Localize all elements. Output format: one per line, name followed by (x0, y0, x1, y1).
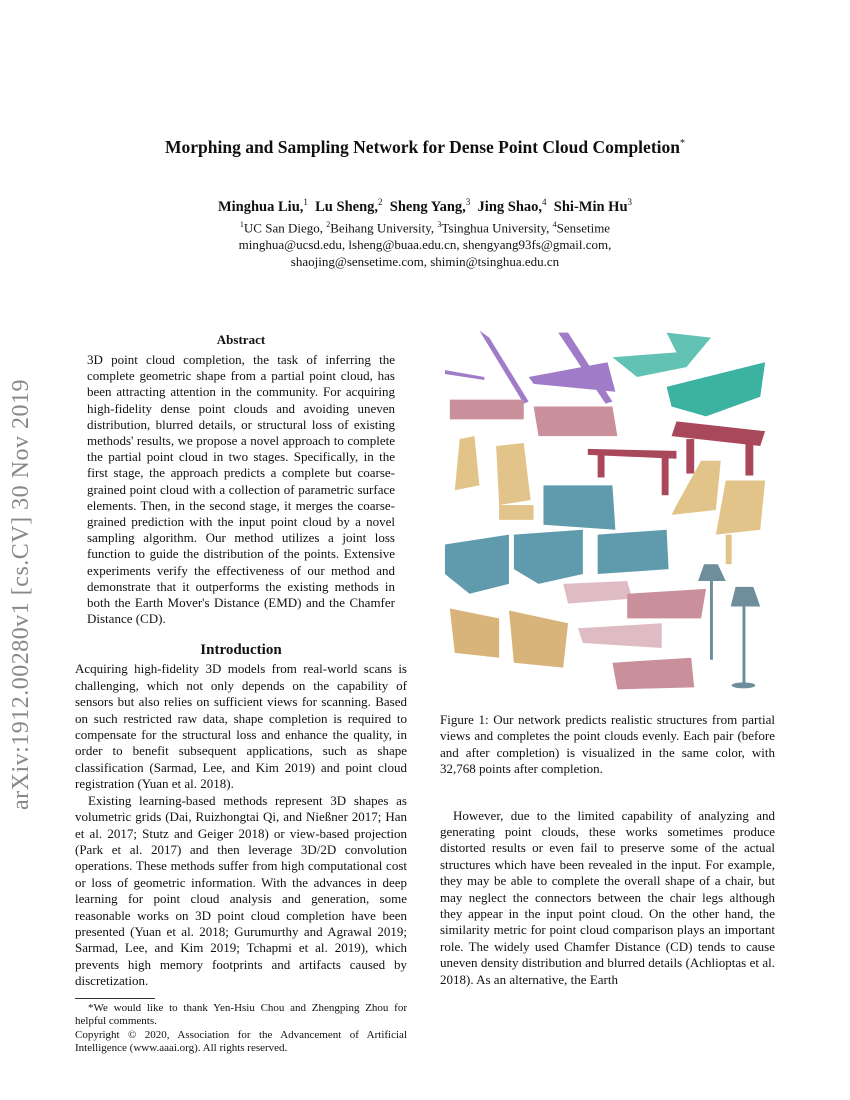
abstract-text: 3D point cloud completion, the task of inferring the complete geometric shape from a partial point cloud, has been attracting attention in the community. For acquiring high-fidelity dense point clouds and avoiding uneven distribution, blurred details, or structural loss of existing methods' results, we propose a novel approach to complete the partial point cloud in two stages. Specifically, in the first stage, the approach predicts a complete but coarse-grained point cloud with a collection of parametric surface elements. Then, in the second stage, it merges the coarse-grained prediction with the input point cloud by a novel sampling algorithm. Our method utilizes a joint loss function to guide the distribution of the points. Extensive experiments verify the effectiveness of our method and demonstrate that it outperforms the existing methods in both the Earth Mover's Distance (EMD) and the Chamfer Distance (CD). (87, 351, 395, 627)
figure-1-caption: Figure 1: Our network predicts realistic structures from partial views and completes the point clouds evenly. Each pair (before and after completion) is visualized in the same color, with 32,768 points after completion. (440, 711, 775, 777)
abstract-heading: Abstract (216, 331, 266, 347)
emails-line-2: shaojing@sensetime.com, shimin@tsinghua.edu.cn (290, 253, 560, 269)
footnote-rule (75, 998, 155, 999)
airplane-partial (445, 331, 529, 404)
boat-complete (667, 362, 766, 416)
affiliations: $^1$UC San Diego, $^2$Beihang University, $^3$Tsinghua University, $^4$Sensetime (239, 219, 611, 235)
paper-title (0, 133, 850, 158)
title-footnote-mark: * (680, 138, 685, 149)
footnote-acknowledgment: *We would like to thank Yen-Hsiu Chou and Zhengping Zhou for helpful comments. (75, 1001, 407, 1028)
footnote-copyright: Copyright © 2020, Association for the Advancement of Artificial Intelligence (www.aaai.org). All rights reserved. (75, 1028, 407, 1055)
left-column (75, 332, 407, 1056)
author: Jing Shao,$^4$ (477, 196, 547, 215)
lamp-pair (698, 564, 760, 688)
author: Sheng Yang,$^3$ (389, 196, 471, 215)
author: Shi-Min Hu$^3$ (553, 196, 633, 215)
paper-header (0, 0, 850, 270)
author: Minghua Liu,$^1$ (217, 196, 308, 215)
arxiv-stamp: arXiv:1912.00280v1 [cs.CV] 30 Nov 2019 (8, 379, 34, 810)
chair-pair-2 (672, 461, 766, 564)
right-column-paragraph: However, due to the limited capability of analyzing and generating point clouds, these works sometimes produce distorted results or even fail to preserve some of the actual structures which have been revealed in the input. For example, they may be able to complete the overall shape of a chair, but may neglect the connectors between the chair legs although they appear in the input point cloud. On the other hand, the similarity metric for point cloud comparison plays an important role. The widely used Chamfer Distance (CD) tends to cause uneven density distribution and blurred details (Achlioptas et al. 2018). As an alternative, the Earth (440, 807, 775, 987)
chair-pair-1 (455, 436, 534, 520)
introduction-heading: Introduction (200, 642, 282, 659)
two-column-body (0, 332, 850, 1056)
car-complete (534, 407, 618, 437)
emails-line-1: minghua@ucsd.edu, lsheng@buaa.edu.cn, shengyang93fs@gmail.com, (238, 236, 612, 252)
boat-partial (612, 333, 711, 377)
title-text: Morphing and Sampling Network for Dense Point Cloud Completion (164, 136, 680, 157)
author-list (0, 194, 850, 216)
intro-paragraph-2: Existing learning-based methods represent 3D shapes as volumetric grids (Dai, Ruizhongtai Qi, and Nießner 2017; Han et al. 2017; Stutz and Geiger 2018) or view-based projection (Park et al. 2017) and then leverage 3D/2D convolution operations. These methods suffer from high computational cost or loss of geometric information. With the advances in deep learning for point cloud analysis and generation, some reasonable works on 3D point cloud completion have been presented (Yuan et al. 2018; Gurumurthy and Agrawal 2019; Sarmad, Lee, and Kim 2019; Tchapmi et al. 2019), which prevents high memory footprints and artifacts caused by discretization. (75, 792, 407, 989)
car-partial (450, 400, 524, 420)
figure-1-point-clouds (440, 320, 775, 700)
airplane-complete (529, 333, 616, 404)
sofa-pair (445, 485, 669, 593)
intro-paragraph-1: Acquiring high-fidelity 3D models from real-world scans is challenging, which not only depends on the capability of sensors but also relies on sufficient views for scanning. Based on such restricted raw data, shape completion is required to compensate for the structural loss and enhance the quality, in order to benefit subsequent applications, such as shape classification (Sarmad, Lee, and Kim 2019) and point cloud registration (Yuan et al. 2018). (75, 661, 407, 792)
chair-pair-3 (450, 609, 568, 668)
right-column (440, 320, 775, 1056)
author: Lu Sheng,$^2$ (315, 196, 383, 215)
car-pair-2 (563, 581, 706, 689)
